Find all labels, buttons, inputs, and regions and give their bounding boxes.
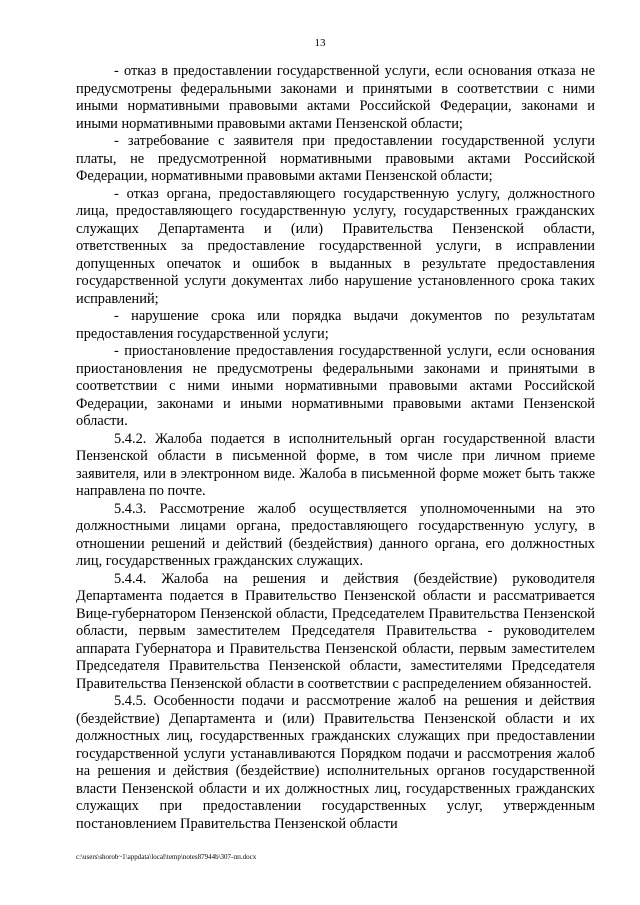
page-number: 13 (314, 37, 326, 49)
paragraph-5-4-3: 5.4.3. Рассмотрение жалоб осуществляется уполномоченными на это должностными лицами органа, предоставляющего государственную услугу, в отношении решений и действий (бездействия) данного органа, его должностных лиц, государственных гражданских служащих. (76, 500, 595, 569)
paragraph-suspension: - приостановление предоставления государственной услуги, если основания приостановления не предусмотрены федеральными законами и принятыми в соответствии с ними иными нормативными правовыми актами Российской Федерации, законами и иными нормативными правовыми актами Пензенской области. (76, 343, 595, 429)
paragraph-5-4-5: 5.4.5. Особенности подачи и рассмотрение жалоб на решения и действия (бездействие) Департамента и (или) Правительства Пензенской области и их должностных лиц, государственных гражданских служащих при предоставлении государственной услуги устанавливаются Порядком подачи и рассмотрения жалоб на решения и действия (бездействие) исполнительных органов государственной власти Пензенской области и их должностных лиц, государственных гражданских служащих при предоставлении государственных услуг, утвержденным постановлением Правительства Пензенской области (76, 693, 595, 832)
paragraph-5-4-2: 5.4.2. Жалоба подается в исполнительный орган государственной власти Пензенской области в письменной форме, в том числе при личном приеме заявителя, или в электронном виде. Жалоба в письменной форме может быть также направлена по почте. (76, 430, 595, 499)
paragraph-refusal: - отказ в предоставлении государственной услуги, если основания отказа не предусмотрены федеральными законами и принятыми в соответствии с ними иными нормативными правовыми актами Российской Федерации, законами и иными нормативными правовыми актами Пензенской области; (76, 63, 595, 132)
paragraph-correction-refusal: - отказ органа, предоставляющего государственную услугу, должностного лица, предоставляющего государственную услугу, государственных гражданских служащих Департамента и (или) Правительства Пензенской области, ответственных за предоставление государственной услуги, в исправлении допущенных опечаток и ошибок в выданных в результате предоставления государственной услуги документах либо нарушение установленного срока таких исправлений; (76, 185, 595, 307)
document-body (76, 63, 595, 833)
footer-file-path: c:\users\shorob~1\appdata\local\temp\notes87944b\307-пп.docx (76, 853, 257, 861)
paragraph-deadline-violation: - нарушение срока или порядка выдачи документов по результатам предоставления государственной услуги; (76, 308, 595, 342)
paragraph-5-4-4: 5.4.4. Жалоба на решения и действия (бездействие) руководителя Департамента подается в Правительство Пензенской области и рассматривается Вице-губернатором Пензенской области, Председателем Правительства Пензенской области, первым заместителем Председателя Правительства - руководителем аппарата Губернатора и Правительства Пензенской области, первым заместителем Председателя Правительства Пензенской области, заместителями Председателя Правительства Пензенской области в соответствии с распределением обязанностей. (76, 570, 595, 692)
paragraph-fee-demand: - затребование с заявителя при предоставлении государственной услуги платы, не предусмотренной нормативными правовыми актами Российской Федерации, нормативными правовыми актами Пензенской области; (76, 133, 595, 184)
